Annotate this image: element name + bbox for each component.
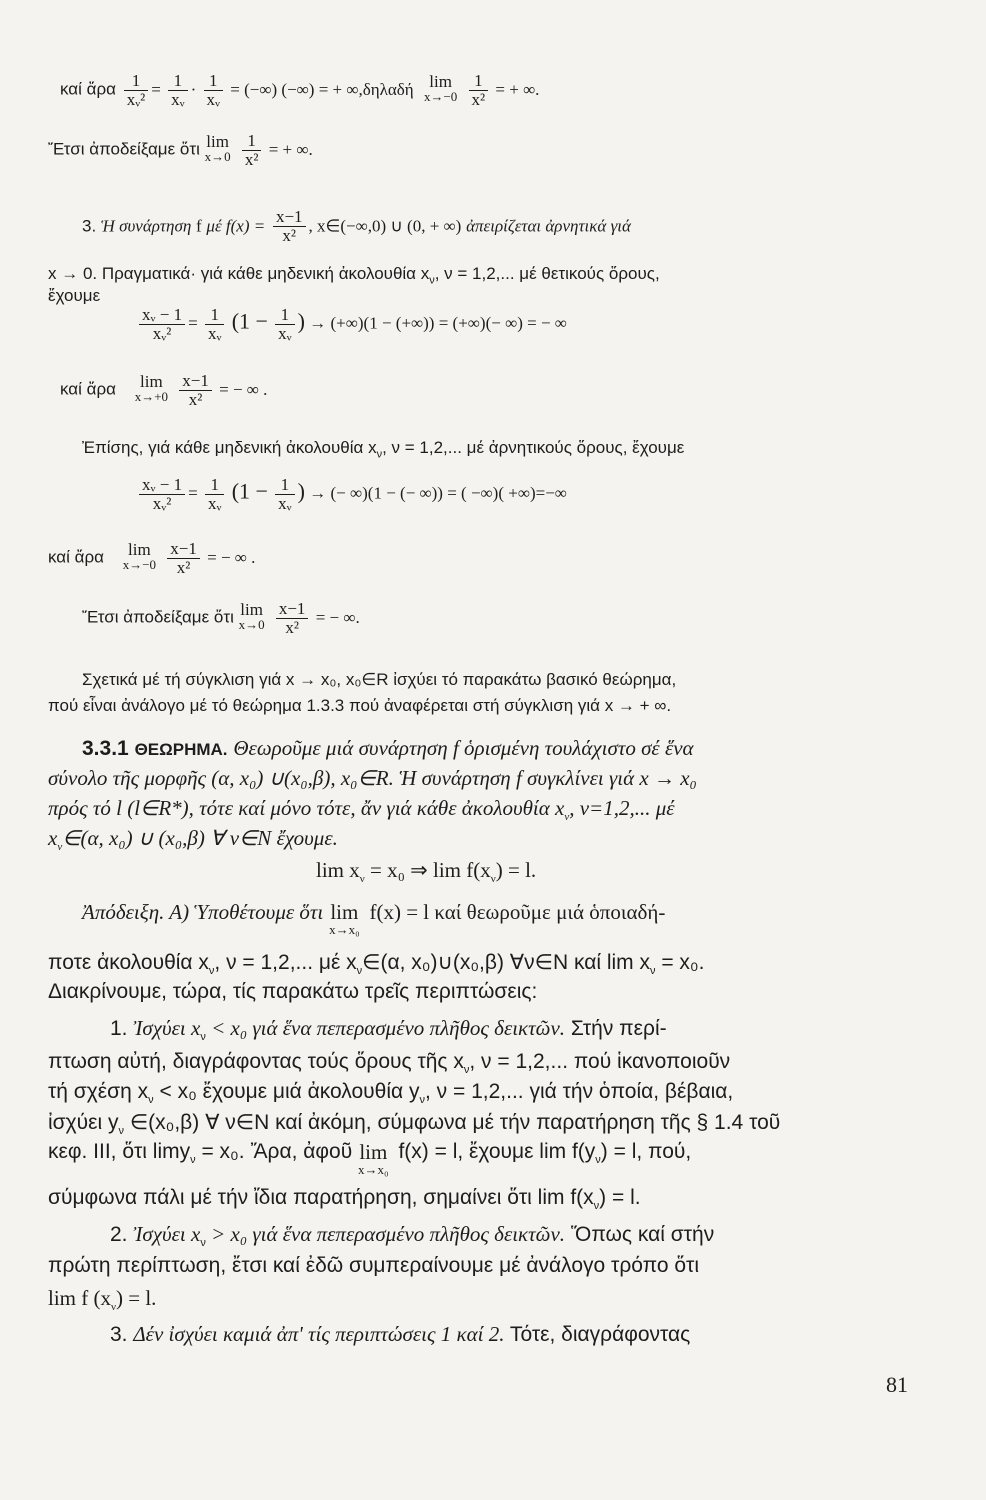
line-6: $\frac{\text{xᵥ − 1}}{\text{xᵥ²}}$ = $\frac{1}{\text{xᵥ}}$ (1 − $\frac{1}{\text{xᵥ}}$ ) → (+∞)(1 − (+∞)) = (+∞)(− ∞) = − ∞ [136, 306, 567, 344]
fraction: $\frac{1}{\text{xᵥ}}$ [168, 72, 188, 110]
line-11: Ἔτσι ἀποδείξαμε ὅτι lim x→0 $\frac{x-1}{\text{x²}}$ = − ∞. [82, 599, 360, 637]
proof-line-1: Ἀπόδειξη. Α) Ὑποθέτουμε ὅτι lim x→x₀ f(x) = l καί θεωροῦμε μιά ὁποιαδή- [82, 900, 666, 937]
theorem-line-1: 3.3.1 ΘΕΩΡΗΜΑ. Θεωροῦμε μιά συνάρτηση f ὁρισμένη τουλάχιστο σέ ἕνα [82, 736, 694, 760]
fraction: $\frac{1}{\text{xᵥ²}}$ [124, 72, 149, 110]
text: καί ἄρα [60, 79, 116, 99]
line-8: Ἐπίσης, γιά κάθε μηδενική ἀκολουθία $x_\nu$, ν = 1,2,... μέ ἀρνητικούς ὅρους, ἔχουμε [82, 438, 685, 461]
line-10: καί ἄρα lim x→−0 $\frac{x-1}{\text{x²}}$ = − ∞ . [48, 539, 256, 577]
case-1-line-3: τή σχέση $x_\nu < x_0$ ἔχουμε μιά ἀκολουθία $y_\nu$, ν = 1,2,... γιά τήν ὁποία, βέβαια, [48, 1080, 734, 1107]
line-1: καί ἄρα $\frac{1}{\text{xᵥ²}}$ = $\frac{1}{\text{xᵥ}}$ · $\frac{1}{\text{xᵥ}}$ = (−∞) (−∞) = + ∞,δηλαδή lim x→−0 $\frac{1}{\text{x²}}$ = + ∞. [60, 71, 540, 109]
case-1-line-1: 1. Ἰσχύει $x_\nu < x_0$ γιά ἕνα πεπερασμένο πλῆθος δεικτῶν. Στήν περί- [110, 1016, 667, 1044]
theorem-equation: $\lim x_\nu = x_0$ ⇒ $\lim f(x_\nu) = l$. [316, 858, 537, 886]
line-12: Σχετικά μέ τή σύγκλιση γιά x → x₀, x₀∈R ἰσχύει τό παρακάτω βασικό θεώρημα, [82, 670, 677, 689]
case-1-line-6: σύμφωνα πάλι μέ τήν ἴδια παρατήρηση, σημαίνει ὅτι $\lim f(x_\nu) = l$. [48, 1186, 641, 1213]
fraction: $\frac{1}{\text{xᵥ}}$ [204, 72, 224, 110]
case-2-line-2: πρώτη περίπτωση, ἔτσι καί ἐδῶ συμπεραίνουμε μέ ἀνάλογο τρόπο ὅτι [48, 1254, 700, 1277]
case-2-line-1: 2. Ἰσχύει $x_\nu > x_0$ γιά ἕνα πεπερασμένο πλῆθος δεικτῶν. Ὅπως καί στήν [110, 1222, 715, 1250]
line-2: Ἔτσι ἀποδείξαμε ὅτι lim x→0 $\frac{1}{\text{x²}}$ = + ∞. [48, 131, 313, 169]
case-2-line-3: lim f $(x_\nu) = l$. [48, 1286, 157, 1314]
proof-line-3: Διακρίνουμε, τώρα, τίς παρακάτω τρεῖς περιπτώσεις: [48, 980, 538, 1003]
theorem-line-3: πρός τό l (l∈R*), τότε καί μόνο τότε, ἄν γιά κάθε ἀκολουθία $x_\nu$, ν=1,2,... μέ [48, 796, 675, 824]
theorem-title: ΘΕΩΡΗΜΑ. [134, 740, 228, 759]
line-7: καί ἄρα lim x→+0 $\frac{x-1}{\text{x²}}$ = − ∞ . [60, 371, 268, 409]
theorem-line-2: σύνολο τῆς μορφῆς (α, x₀) ∪(x₀,β), x₀∈R. Ἡ συνάρτηση f συγκλίνει γιά x → x₀ [48, 766, 697, 790]
proof-line-2: ποτε ἀκολουθία $x_\nu$, ν = 1,2,... μέ $x_\nu\in(\alpha$, x₀)∪(x₀,β) ∀ν∈N καί $\lim x_\nu = x_0$. [48, 951, 705, 978]
line-5: ἔχουμε [48, 286, 101, 305]
line-3: 3. Ἡ συνάρτηση f μέ f(x) = $\frac{x-1}{\text{x²}}$ , x∈(−∞,0) ∪ (0, + ∞) ἀπειρίζεται ἀρνητικά γιά [82, 207, 631, 245]
case-3-line-1: 3. Δέν ἰσχύει καμιά ἀπ' τίς περιπτώσεις 1 καί 2. Τότε, διαγράφοντας [110, 1322, 691, 1346]
page-number: 81 [886, 1372, 908, 1397]
theorem-number: 3.3.1 [82, 737, 129, 760]
line-13: πού εἶναι ἀνάλογο μέ τό θεώρημα 1.3.3 πού ἀναφέρεται στή σύγκλιση γιά x → + ∞. [48, 696, 672, 715]
case-1-line-4: ἰσχύει $y_\nu$ ∈(x₀,β) ∀ ν∈N καί ἀκόμη, σύμφωνα μέ τήν παρατήρηση τῆς § 1.4 τοῦ [48, 1111, 781, 1138]
case-1-line-2: πτωση αὐτή, διαγράφοντας τούς ὅρους τῆς $x_\nu$, ν = 1,2,... πού ἱκανοποιοῦν [48, 1050, 731, 1077]
line-9: $\frac{\text{xᵥ − 1}}{\text{xᵥ²}}$ = $\frac{1}{\text{xᵥ}}$ (1 − $\frac{1}{\text{xᵥ}}$ ) → (− ∞)(1 − (− ∞)) = ( −∞)( +∞)=−∞ [136, 476, 567, 514]
line-4: x → 0. Πραγματικά· γιά κάθε μηδενική ἀκολουθία $x_\nu$, ν = 1,2,... μέ θετικούς ὅρους, [48, 264, 660, 287]
case-1-line-5: κεφ. III, ὅτι limy$_\nu$ = x₀. Ἄρα, ἀφοῦ lim x→x₀ f(x) = l, ἔχουμε $\lim f(y_\nu) = l$, πού, [48, 1140, 692, 1177]
theorem-line-4: $x_\nu\in(\alpha$, x₀) ∪ (x₀,β) ∀ ν∈N ἔχουμε. [48, 826, 338, 854]
